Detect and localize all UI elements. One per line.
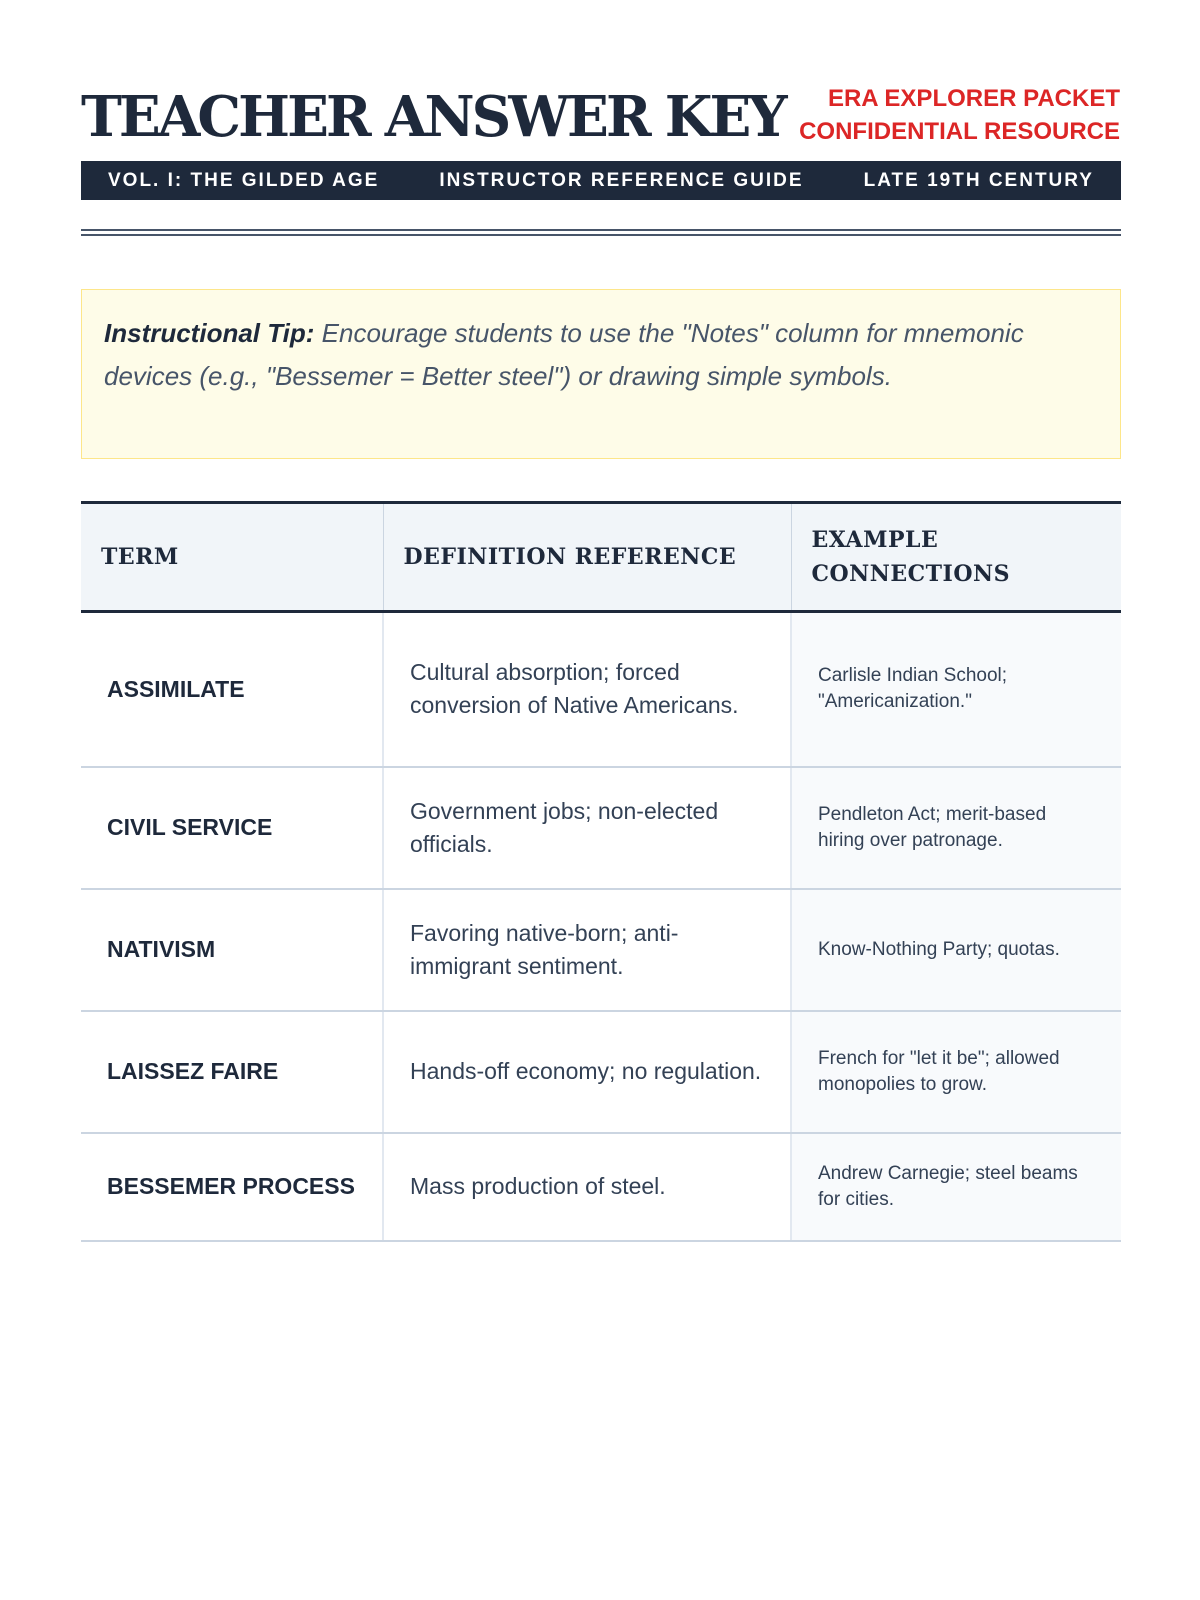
table-row bbox=[81, 1133, 1121, 1241]
header-example: EXAMPLE CONNECTIONS bbox=[791, 503, 1121, 612]
period-label: LATE 19TH CENTURY bbox=[863, 169, 1094, 191]
header-definition: DEFINITION REFERENCE bbox=[383, 503, 791, 612]
term-cell: LAISSEZ FAIRE bbox=[81, 1011, 383, 1133]
page-title: TEACHER ANSWER KEY bbox=[81, 84, 785, 150]
term-cell: NATIVISM bbox=[81, 889, 383, 1011]
definition-cell: Favoring native-born; anti-immigrant sentiment. bbox=[383, 889, 791, 1011]
divider bbox=[81, 234, 1121, 236]
tip-text: Encourage students to use the "Notes" column for mnemonic devices (e.g., "Bessemer = Better steel") or drawing simple symbols. bbox=[104, 318, 1024, 391]
vocab-table bbox=[81, 501, 1121, 1242]
definition-cell: Government jobs; non-elected officials. bbox=[383, 767, 791, 889]
table-row bbox=[81, 767, 1121, 889]
header-labels bbox=[799, 82, 1120, 148]
example-cell: Carlisle Indian School; "Americanization." bbox=[791, 612, 1121, 767]
table-header bbox=[81, 503, 1121, 612]
packet-label: ERA EXPLORER PACKET bbox=[827, 85, 1120, 112]
example-cell: Andrew Carnegie; steel beams for cities. bbox=[791, 1133, 1121, 1241]
volume-label: VOL. I: THE GILDED AGE bbox=[108, 169, 380, 191]
term-cell: BESSEMER PROCESS bbox=[81, 1133, 383, 1241]
definition-cell: Hands-off economy; no regulation. bbox=[383, 1011, 791, 1133]
definition-cell: Cultural absorption; forced conversion of Native Americans. bbox=[383, 612, 791, 767]
header-term: TERM bbox=[81, 503, 383, 612]
example-cell: French for "let it be"; allowed monopolies to grow. bbox=[791, 1011, 1121, 1133]
info-bar bbox=[81, 161, 1121, 200]
table-row bbox=[81, 612, 1121, 767]
term-cell: ASSIMILATE bbox=[81, 612, 383, 767]
guide-label: INSTRUCTOR REFERENCE GUIDE bbox=[439, 169, 804, 191]
definition-cell: Mass production of steel. bbox=[383, 1133, 791, 1241]
table-row bbox=[81, 889, 1121, 1011]
divider bbox=[81, 229, 1121, 231]
tip-label: Instructional Tip: bbox=[104, 318, 315, 348]
term-cell: CIVIL SERVICE bbox=[81, 767, 383, 889]
confidential-label: CONFIDENTIAL RESOURCE bbox=[799, 118, 1120, 145]
table-row bbox=[81, 1011, 1121, 1133]
example-cell: Pendleton Act; merit-based hiring over patronage. bbox=[791, 767, 1121, 889]
example-cell: Know-Nothing Party; quotas. bbox=[791, 889, 1121, 1011]
instructional-tip bbox=[81, 289, 1121, 459]
